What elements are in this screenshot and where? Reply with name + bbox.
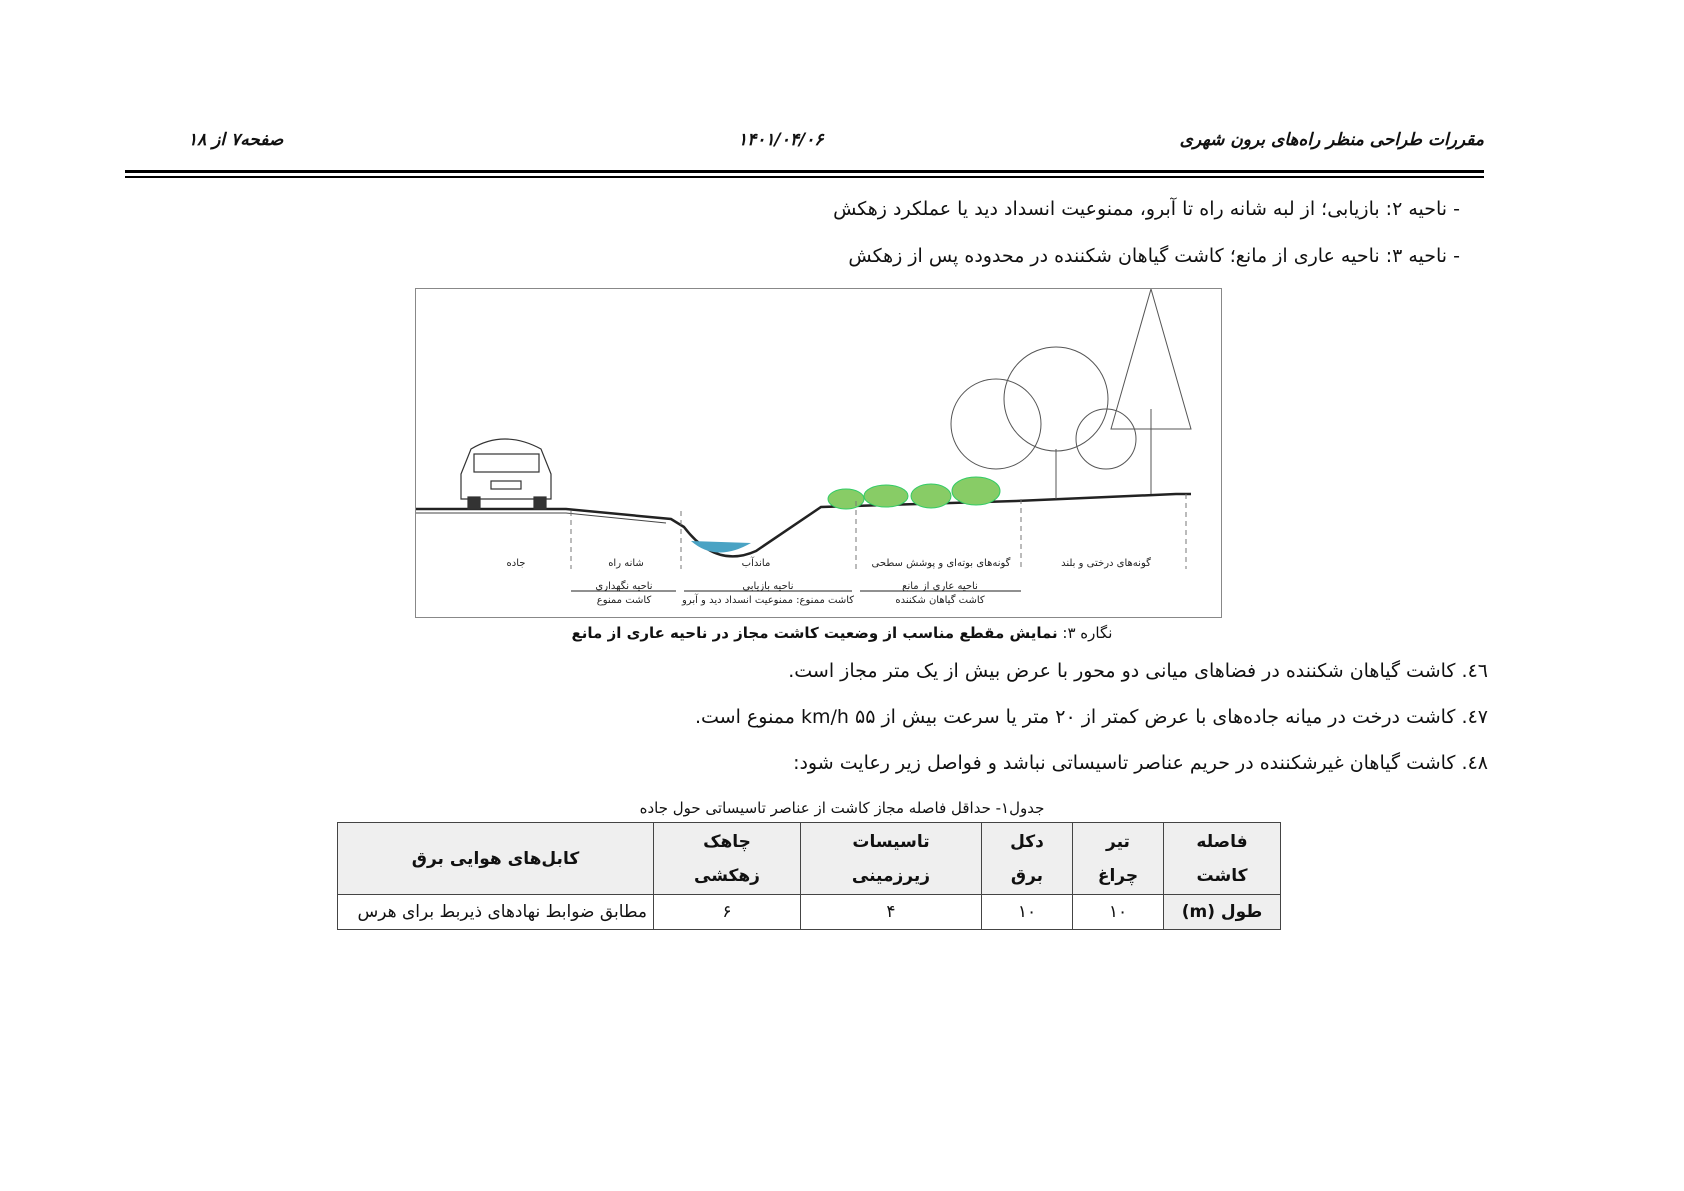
figure-caption-text: نمایش مقطع مناسب از وضعیت کاشت مجاز در ناحیه عاری از مانع: [571, 624, 1058, 642]
table-cell: ۶: [654, 895, 801, 930]
table-header-row: [338, 823, 1281, 895]
item-number: ٤٨.: [1461, 752, 1488, 774]
item-number: ٤٧.: [1461, 706, 1488, 728]
table-row: [338, 895, 1281, 930]
page-number: صفحه۷ از ۱۸: [188, 130, 284, 150]
ditch-water: [691, 541, 751, 553]
label-zone1-title: ناحیه نگهداری: [595, 581, 653, 592]
item-number: ٤٦.: [1461, 660, 1488, 682]
header-rule: [125, 170, 1484, 173]
header-cell: چاهک زهکشی: [654, 823, 801, 895]
table-cell: ۱۰: [982, 895, 1073, 930]
header-cell: فاصله کاشت: [1164, 823, 1281, 895]
label-ditch: ماندآب: [741, 558, 771, 569]
label-road: جاده: [506, 558, 526, 569]
item-text: کاشت درخت در میانه جاده‌های با عرض کمتر از ۲۰ متر یا سرعت بیش از km/h ۵۵ ممنوع است.: [694, 706, 1456, 728]
item-text: کاشت گیاهان غیرشکننده در حریم عناصر تاسیساتی نباشد و فواصل زیر رعایت شود:: [793, 752, 1456, 774]
label-zone1-note: کاشت ممنوع: [596, 595, 652, 606]
table-cell: ۱۰: [1073, 895, 1164, 930]
figure-caption: [0, 624, 1684, 642]
road-section-figure: [415, 288, 1222, 618]
document-title: مقررات طراحی منظر راه‌های برون شهری: [1179, 130, 1484, 150]
label-zone3-note: کاشت گیاهان شکننده: [895, 595, 985, 606]
label-zone3-title: ناحیه عاری از مانع: [902, 581, 978, 592]
label-shoulder: شانه راه: [608, 558, 644, 569]
ground-profile: [416, 494, 1191, 556]
document-date: ۱۴۰۱/۰۴/۰۶: [738, 130, 824, 150]
label-zone2-title: ناحیه بازیابی: [742, 581, 794, 592]
item-48: [793, 752, 1488, 774]
label-zone2-note: کاشت ممنوع: ممنوعیت انسداد دید و آبرو: [681, 595, 855, 606]
distance-table: [337, 822, 1281, 930]
table-caption: جدول۱- حداقل فاصله مجاز کاشت از عناصر تاسیساتی حول جاده: [639, 799, 1045, 817]
table-cell: ۴: [801, 895, 982, 930]
table-cell: مطابق ضوابط نهادهای ذیربط برای هرس: [338, 895, 654, 930]
header-cell: تاسیسات زیرزمینی: [801, 823, 982, 895]
figure-caption-prefix: نگاره ۳:: [1057, 624, 1113, 642]
item-47: [695, 706, 1488, 728]
car-illustration: [461, 439, 551, 509]
header-cell: تیر چراغ: [1073, 823, 1164, 895]
header-cell: کابل‌های هوایی برق: [338, 823, 654, 895]
table-cell: طول (m): [1164, 895, 1281, 930]
label-trees: گونه‌های درختی و بلند: [1061, 558, 1151, 569]
bullet-zone-2: - ناحیه ۲: بازیابی؛ از لبه شانه راه تا آبرو، ممنوعیت انسداد دید یا عملکرد زهکش: [833, 198, 1460, 220]
trees-illustration: [951, 289, 1191, 499]
bullet-zone-3: - ناحیه ۳: ناحیه عاری از مانع؛ کاشت گیاهان شکننده در محدوده پس از زهکش: [848, 245, 1460, 267]
label-shrubs: گونه‌های بوته‌ای و پوشش سطحی: [871, 558, 1011, 569]
item-text: کاشت گیاهان شکننده در فضاهای میانی دو محور با عرض بیش از یک متر مجاز است.: [788, 660, 1456, 682]
header-rule-thin: [125, 176, 1484, 178]
item-46: [788, 660, 1488, 682]
road-section-illustration: [416, 289, 1221, 617]
header-cell: دکل برق: [982, 823, 1073, 895]
